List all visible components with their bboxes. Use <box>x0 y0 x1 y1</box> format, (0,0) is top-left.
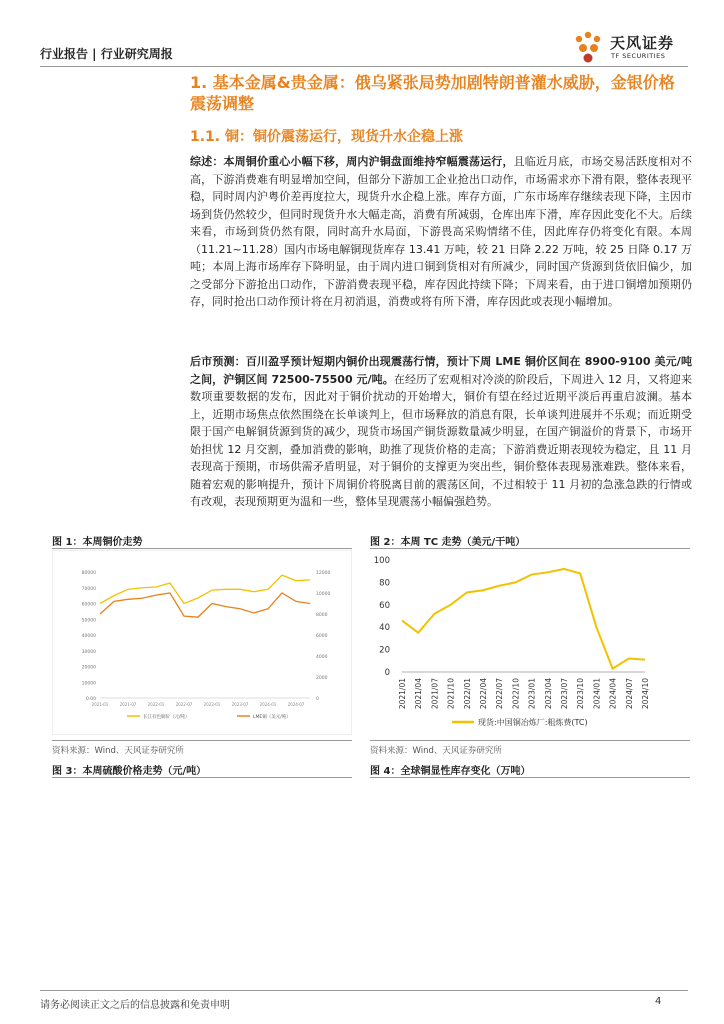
x-axis-tick: 2024/01 <box>592 678 602 710</box>
section-heading: 1. 基本金属&贵金属：俄乌紧张局势加剧特朗普灌水威胁，金银价格震荡调整 <box>190 73 675 113</box>
summary-label: 综述：本周铜价重心小幅下移，周内沪铜盘面维持窄幅震荡运行， <box>190 155 514 168</box>
figure-3-caption: 图 3：本周硫酸价格走势（元/吨） <box>52 766 207 777</box>
figure-1-source: 资料来源：Wind、天风证券研究所 <box>52 746 184 756</box>
left-axis-tick: 10000 <box>81 681 96 687</box>
right-axis-tick: 2000 <box>316 676 328 681</box>
figure-2-source: 资料来源：Wind、天风证券研究所 <box>370 746 502 756</box>
summary-body: 且临近月底，市场交易活跃度相对不高，下游消费难有明显增加空间，但部分下游加工企业抢出口动作，市场需求亦下滑有限，整体表现平稳，同时周内沪粤价差再度拉大，现货升水企稳上涨。库存方面，广东市场库存继续表现下降，主因市场到货仍然较少，但同时现货升水大幅走高，消费有所减弱，仓库出库下滑，库存因此变化不大。后续来看，市场到货仍然有限，同时高升水局面，下游畏高采购情绪不佳，因此库存仍将变化有限。本周（11.21~11.28）国内市场电解铜现货库存 13.41 万吨，较 21 日降 2.22 万吨，较 25 日降 0.17 万吨；本周上海市场库存下降明显，由于周内进口铜到货相对有所减少，同时国产货源到货依旧偏少，加之受部分下游抢出口动作，下游消费表现平稳，库存因此持续下降；下周来看，由于进口铜增加预期仍存，同时抢出口动作预计将在月初消退，消费或将有所下滑，库存因此或表现小幅增加。 <box>190 155 693 308</box>
tc-chart <box>370 550 690 735</box>
left-axis-tick: 70000 <box>81 586 96 592</box>
left-axis-tick: 30000 <box>81 649 96 655</box>
x-axis-tick: 2021/04 <box>414 678 424 710</box>
right-axis-tick: 6000 <box>316 634 328 639</box>
report-type: 行业报告 | 行业研究周报 <box>40 47 173 61</box>
x-axis-tick: 2022/10 <box>511 678 521 710</box>
forecast-label: 后市预测：百川盈孚预计短期内铜价出现震荡行情，预计下周 LME 铜价区间在 8900-9100 美元/吨之间，沪铜区间 72500-75500 元/吨。 <box>190 355 692 386</box>
x-axis-tick: 2022/01 <box>462 678 472 710</box>
tc-series-line <box>402 569 645 669</box>
subsection-heading: 1.1. 铜：铜价震荡运行，现货升水企稳上涨 <box>190 129 463 145</box>
x-axis-tick: 2024-01 <box>259 702 277 707</box>
x-axis-tick: 2021/01 <box>398 678 407 710</box>
chart-1-frame <box>52 550 352 735</box>
x-axis-tick: 2023-07 <box>231 702 249 707</box>
x-axis-tick: 2024-07 <box>287 702 305 707</box>
logo-subtext: TF SECURITIES <box>611 52 666 60</box>
right-axis-tick: 0 <box>316 697 319 702</box>
x-axis-tick: 2022-01 <box>147 702 165 707</box>
x-axis-tick: 2021-01 <box>91 702 109 707</box>
x-axis-tick: 2021-07 <box>119 702 137 707</box>
x-axis-tick: 2021/10 <box>446 678 456 710</box>
copper-price-chart <box>52 550 352 735</box>
footer-divider <box>40 990 688 991</box>
right-axis-tick: 10000 <box>316 592 331 597</box>
right-axis-tick: 4000 <box>316 655 328 660</box>
x-axis-tick: 2023/04 <box>543 678 553 710</box>
x-axis-tick: 2024/04 <box>608 678 618 710</box>
summary-paragraph <box>190 153 692 311</box>
legend-label-1: 长江有色铜价（元/吨） <box>143 715 190 720</box>
figure-4-caption: 图 4：全球铜显性库存变化（万吨） <box>370 766 531 777</box>
x-axis-tick: 2023-01 <box>203 702 221 707</box>
left-axis-tick: 80000 <box>81 571 96 576</box>
y-axis-tick: 0 <box>384 668 390 678</box>
y-axis-tick: 40 <box>379 623 390 634</box>
x-axis-tick: 2024/07 <box>624 678 634 710</box>
right-axis-tick: 12000 <box>316 571 331 576</box>
x-axis-tick: 2024/10 <box>641 678 650 710</box>
y-axis-tick: 100 <box>373 556 390 566</box>
y-axis-tick: 20 <box>379 645 390 656</box>
x-axis-tick: 2023/01 <box>527 678 537 710</box>
x-axis-tick: 2022/04 <box>479 678 488 710</box>
left-axis-tick: 60000 <box>81 602 96 608</box>
page-number: 4 <box>655 996 662 1007</box>
figure-2-bottom-divider <box>370 740 690 741</box>
legend-label-2: LME铜（美元/吨） <box>253 715 291 720</box>
forecast-body: 在经历了宏观相对冷淡的阶段后，下周进入 12 月，又将迎来数项重要数据的发布，因此对于铜价扰动的开始增大，铜价有望在经过近期平淡后再重启波澜。基本上，近期市场焦点依然围绕在长单谈判上，但市场释放的消息有限，长单谈判进展并不乐观；而近期受限于国产电解铜货源到货的减少，现货市场国产铜货源数量减少明显，在国产铜溢价的背景下，市场开始担忧 12 月交割，叠加消费的影响，助推了现货价格的走高；下游消费近期表现较为稳定，且 11 月表现高于预期，市场供需矛盾明显，对于铜价的支撑更为突出些，铜价整体表现易涨难跌。整体来看，随着宏观的影响提升，预计下周铜价将脱离目前的震荡区间，不过相较于 11 月初的急涨急跌的行情或有改观，表现预期更为温和一些，整体呈现震荡小幅偏强趋势。 <box>190 372 692 508</box>
figure-4-divider <box>370 777 690 778</box>
footer-disclaimer: 请务必阅读正文之后的信息披露和免责申明 <box>40 1000 230 1011</box>
x-axis-tick: 2023/10 <box>576 678 586 710</box>
x-axis-tick: 2022-07 <box>175 702 193 707</box>
y-axis-tick: 60 <box>379 600 390 611</box>
legend-label: 现货:中国铜冶炼厂:粗炼费(TC) <box>478 718 588 727</box>
figure-3-divider <box>52 777 352 778</box>
y-axis-tick: 80 <box>379 578 390 589</box>
forecast-paragraph <box>190 353 692 511</box>
left-axis-tick: 20000 <box>81 665 96 671</box>
x-axis-tick: 2023/07 <box>560 678 569 710</box>
figure-2-divider <box>370 548 690 549</box>
x-axis-tick: 2021/07 <box>430 678 440 710</box>
left-axis-tick: 50000 <box>81 618 96 624</box>
left-axis-tick: 0.00 <box>85 697 96 702</box>
figure-2-caption: 图 2：本周 TC 走势（美元/干吨） <box>370 537 526 548</box>
figure-1-divider <box>52 548 352 549</box>
figure-1-caption: 图 1：本周铜价走势 <box>52 537 143 548</box>
right-axis-tick: 8000 <box>316 613 328 618</box>
x-axis-tick: 2022/07 <box>495 678 505 710</box>
figure-1-bottom-divider <box>52 740 352 741</box>
logo-text: 天风证券 <box>610 34 675 52</box>
left-axis-tick: 40000 <box>81 634 96 639</box>
